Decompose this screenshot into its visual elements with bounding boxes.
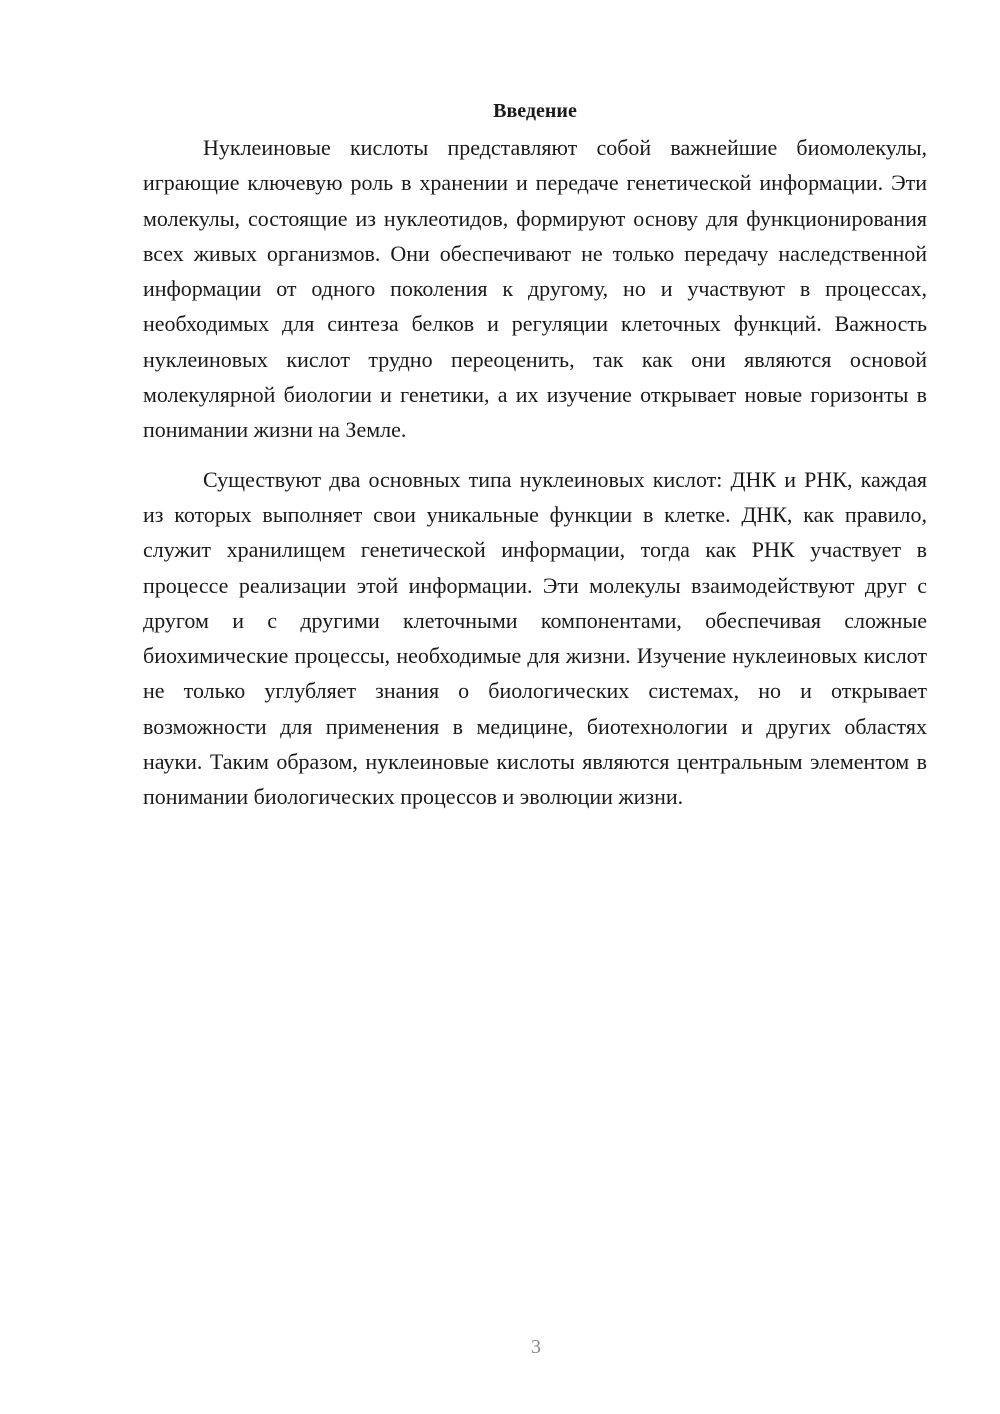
page-number: 3 <box>531 1336 541 1358</box>
paragraph-2: Существуют два основных типа нуклеиновых кислот: ДНК и РНК, каждая из которых выполняет свои уникальные функции в клетке. ДНК, как правило, служит хранилищем генетической информации, тогда как РНК участвует в процессе реализации этой информации. Эти молекулы взаимодействуют друг с другом и с другими клеточными компонентами, обеспечивая сложные биохимические процессы, необходимые для жизни. Изучение нуклеиновых кислот не только углубляет знания о биологических системах, но и открывает возможности для применения в медицине, биотехнологии и других областях науки. Таким образом, нуклеиновые кислоты являются центральным элементом в понимании биологических процессов и эволюции жизни. <box>143 466 927 810</box>
section-heading: Введение <box>493 100 577 122</box>
paragraph-1: Нуклеиновые кислоты представляют собой важнейшие биомолекулы, играющие ключевую роль в хранении и передаче генетической информации. Эти молекулы, состоящие из нуклеотидов, формируют основу для функционирования всех живых организмов. Они обеспечивают не только передачу наследственной информации от одного поколения к другому, но и участвуют в процессах, необходимых для синтеза белков и регуляции клеточных функций. Важность нуклеиновых кислот трудно переоценить, так как они являются основой молекулярной биологии и генетики, а их изучение открывает новые горизонты в понимании жизни на Земле. <box>143 135 927 443</box>
page-content <box>143 96 927 815</box>
